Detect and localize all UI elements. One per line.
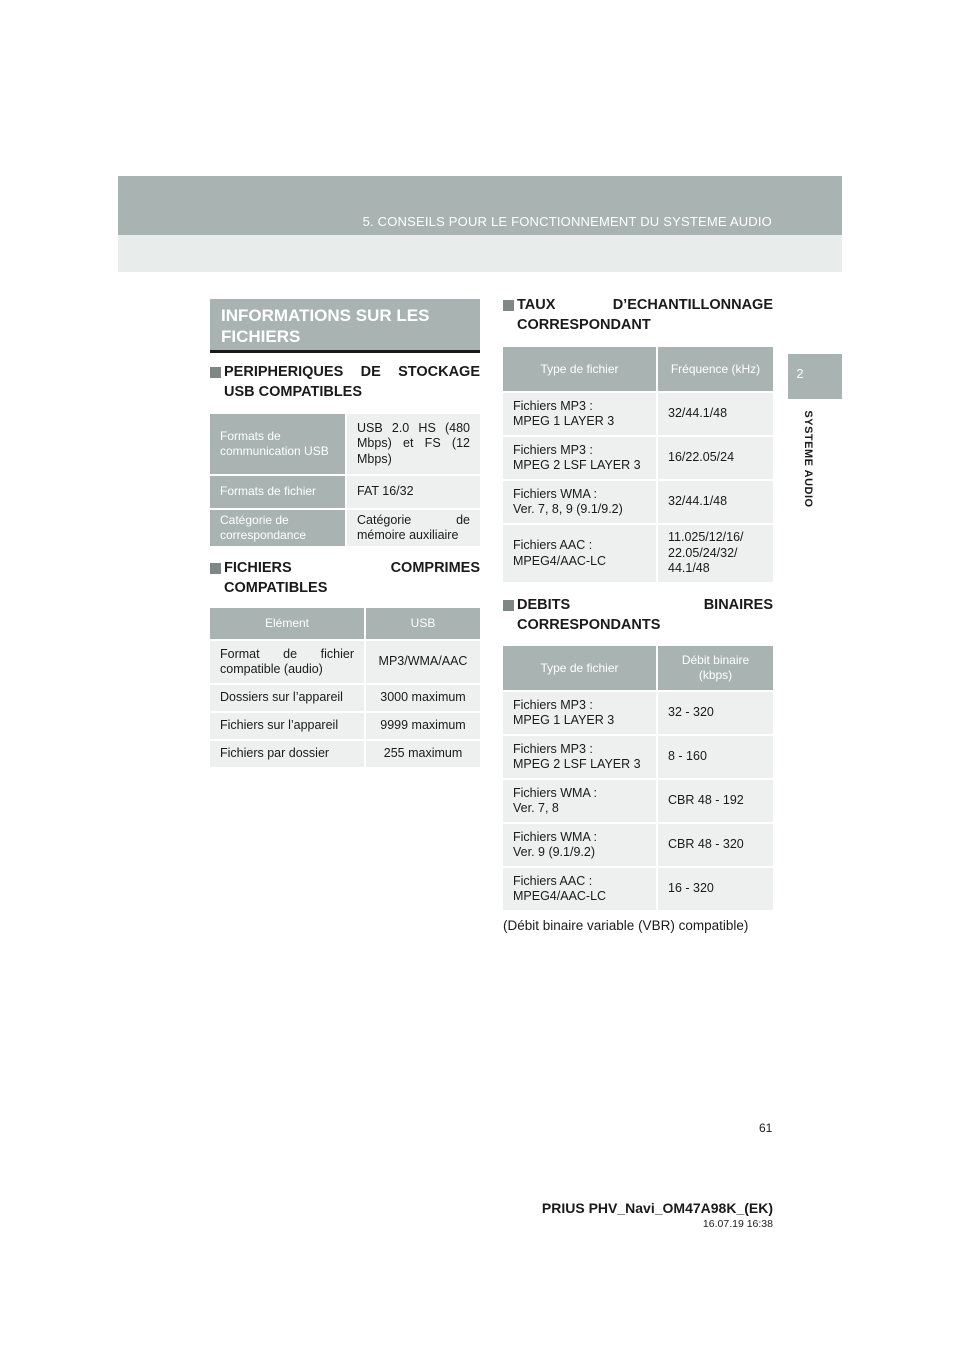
document-name: PRIUS PHV_Navi_OM47A98K_(EK) [541,1200,773,1216]
col-header-file-type: Type de fichier [503,646,658,690]
table-row [210,739,480,767]
page-number: 61 [759,1121,773,1135]
row-usb-value: MP3/WMA/AAC [366,639,480,683]
col-header-element: Elément [210,608,366,639]
file-type-line1: Fichiers WMA : [513,785,598,800]
sampling-heading [503,296,773,335]
table-row [503,479,773,523]
section-title: INFORMATIONS SUR LES FICHIERS [221,306,430,346]
bullet-square-icon [210,563,221,574]
table-row [210,508,480,546]
table-row [503,822,773,866]
row-file-type [503,690,658,734]
file-type-line1: Fichiers MP3 : [513,442,593,457]
storage-heading [210,363,480,402]
col-header-file-type: Type de fichier [503,347,658,391]
bitrate-heading-line2: CORRESPONDANTS [517,616,661,633]
bullet-square-icon [503,300,514,311]
row-usb-value: 255 maximum [366,739,480,767]
header-bar [118,176,842,235]
chapter-tab-number: 2 [796,366,804,381]
file-type-line2: Ver. 7, 8 [513,801,559,815]
row-rate-value: CBR 48 - 192 [658,778,773,822]
sampling-heading-line1: TAUX D’ECHANTILLONNAGE [517,297,773,313]
row-file-type [503,479,658,523]
row-rate-value: 32 - 320 [658,690,773,734]
table-row [503,690,773,734]
row-item: Dossiers sur l’appareil [210,683,366,711]
compressed-table [210,608,480,767]
file-type-line2: MPEG 2 LSF LAYER 3 [513,757,641,771]
row-value: FAT 16/32 [347,474,480,508]
sampling-heading-line2: CORRESPONDANT [517,316,651,333]
file-type-line1: Fichiers AAC : [513,538,593,552]
file-type-line2: MPEG4/AAC-LC [513,553,607,568]
table-row [503,523,773,582]
bitrate-table [503,646,773,910]
storage-heading-line2: USB COMPATIBLES [224,383,363,400]
section-title-box [210,299,480,353]
table-row [503,435,773,479]
bitrate-heading-line1: DEBITS BINAIRES [517,597,773,613]
row-item: Fichiers par dossier [210,739,366,767]
row-label: Catégorie de correspondance [210,508,347,546]
col-header-frequency: Fréquence (kHz) [658,347,773,391]
file-type-line1: Fichiers MP3 : [513,697,593,712]
table-row [503,866,773,910]
col-header-bitrate: Débit binaire (kbps) [658,646,773,690]
side-label-text: SYSTEME AUDIO [802,410,814,508]
file-type-line2: MPEG4/AAC-LC [513,889,607,903]
table-row [210,683,480,711]
bitrate-heading [503,596,773,635]
row-usb-value: 3000 maximum [366,683,480,711]
row-freq-value: 32/44.1/48 [658,391,773,435]
compressed-heading-line2: COMPATIBLES [224,579,328,596]
row-rate-value: 8 - 160 [658,734,773,778]
row-usb-value: 9999 maximum [366,711,480,739]
file-type-line1: Fichiers MP3 : [513,741,593,756]
table-row [210,639,480,683]
row-file-type [503,778,658,822]
table-row [503,391,773,435]
file-type-line1: Fichiers MP3 : [513,398,593,413]
side-label [788,408,814,518]
row-rate-value: CBR 48 - 320 [658,822,773,866]
col-header-usb: USB [366,608,480,639]
chapter-tab [788,354,842,399]
file-type-line2: MPEG 1 LAYER 3 [513,713,615,727]
document-date: 16.07.19 16:38 [702,1218,773,1230]
bullet-square-icon [503,600,514,611]
row-rate-value: 16 - 320 [658,866,773,910]
file-type-line2: MPEG 2 LSF LAYER 3 [513,458,641,472]
row-file-type [503,734,658,778]
sampling-table [503,347,773,582]
row-file-type [503,435,658,479]
compressed-heading-line1: FICHIERS COMPRIMES [224,560,480,576]
row-freq-value: 11.025/12/16/ 22.05/24/32/ 44.1/48 [658,523,773,582]
storage-heading-line1: PERIPHERIQUES DE STOCKAGE [224,364,480,380]
bullet-square-icon [210,367,221,378]
table-row [210,474,480,508]
vbr-footnote: (Débit binaire variable (VBR) compatible) [503,918,749,933]
table-row [503,734,773,778]
file-type-line2: Ver. 9 (9.1/9.2) [513,845,595,859]
row-item: Fichiers sur l’appareil [210,711,366,739]
file-type-line2: MPEG 1 LAYER 3 [513,414,615,428]
table-row [210,711,480,739]
file-type-line2: Ver. 7, 8, 9 (9.1/9.2) [513,502,623,516]
row-file-type [503,391,658,435]
table-row [210,412,480,474]
chapter-title: 5. CONSEILS POUR LE FONCTIONNEMENT DU SYSTEME AUDIO [362,214,772,229]
row-freq-value: 16/22.05/24 [658,435,773,479]
row-label: Formats de fichier [210,474,347,508]
row-label: Formats de communication USB [210,412,347,474]
row-freq-value: 32/44.1/48 [658,479,773,523]
row-value: USB 2.0 HS (480 Mbps) et FS (12 Mbps) [347,412,480,474]
row-file-type [503,866,658,910]
row-value: Catégorie de mémoire auxiliaire [347,508,480,546]
row-item: Format de fichier compatible (audio) [210,639,366,683]
storage-table [210,412,480,546]
table-row [503,778,773,822]
file-type-line1: Fichiers WMA : [513,486,598,501]
file-type-line1: Fichiers WMA : [513,829,598,844]
row-file-type [503,822,658,866]
compressed-heading [210,559,480,598]
file-type-line1: Fichiers AAC : [513,873,593,888]
row-file-type [503,523,658,582]
